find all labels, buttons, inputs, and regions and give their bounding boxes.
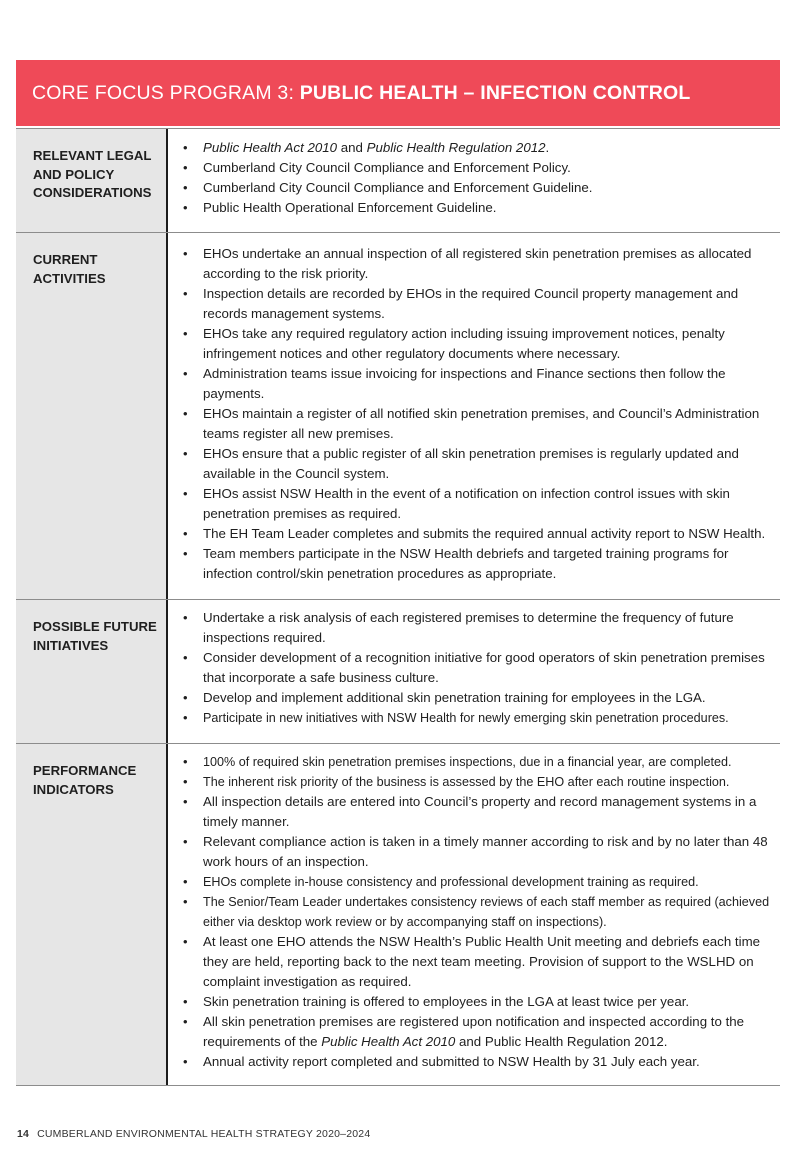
list-item: • All skin penetration premises are registered upon notification and inspected according to the requirements of the Public Health Act 2010 and Public Health Regulation 2012.: [178, 1012, 780, 1052]
current-activities-list: [178, 244, 780, 584]
performance-indicators-label: PERFORMANCE INDICATORS: [16, 744, 168, 1085]
list-item: • EHOs assist NSW Health in the event of a notification on infection control issues with skin penetration premises as required.: [178, 484, 780, 524]
list-item: • Annual activity report completed and submitted to NSW Health by 31 July each year.: [178, 1052, 780, 1072]
list-item: • Inspection details are recorded by EHOs in the required Council property management and records management systems.: [178, 284, 780, 324]
list-item: • Undertake a risk analysis of each registered premises to determine the frequency of future inspections required.: [178, 608, 780, 648]
list-item: • EHOs complete in-house consistency and professional development training as required.: [178, 872, 780, 892]
program-title-prefix: CORE FOCUS PROGRAM 3:: [32, 81, 300, 104]
future-initiatives-list: [178, 608, 780, 728]
list-item: • Team members participate in the NSW Health debriefs and targeted training programs for infection control/skin penetration procedures as appropriate.: [178, 544, 780, 584]
legal-considerations-row: [16, 128, 780, 233]
list-item: • EHOs maintain a register of all notified skin penetration premises, and Council’s Administration teams register all new premises.: [178, 404, 780, 444]
future-initiatives-label: POSSIBLE FUTURE INITIATIVES: [16, 600, 168, 743]
list-item: • The EH Team Leader completes and submits the required annual activity report to NSW Health.: [178, 524, 780, 544]
legal-considerations-list: [178, 138, 780, 218]
future-initiatives-content: [168, 600, 780, 743]
current-activities-row: [16, 233, 780, 600]
list-item: • EHOs undertake an annual inspection of all registered skin penetration premises as allocated according to the risk priority.: [178, 244, 780, 284]
list-item: • All inspection details are entered into Council’s property and record management systems in a timely manner.: [178, 792, 780, 832]
performance-indicators-content: [168, 744, 780, 1085]
list-item: • Administration teams issue invoicing for inspections and Finance sections then follow the payments.: [178, 364, 780, 404]
legal-considerations-content: [168, 129, 780, 232]
list-item: • At least one EHO attends the NSW Health’s Public Health Unit meeting and debriefs each time they are held, reporting back to the next team meeting. Provision of support to the WSLHD on complaint investigation as required.: [178, 932, 780, 992]
list-item: • Cumberland City Council Compliance and Enforcement Policy.: [178, 158, 780, 178]
current-activities-content: [168, 233, 780, 599]
list-item: • EHOs ensure that a public register of all skin penetration premises is regularly updated and available in the Council system.: [178, 444, 780, 484]
performance-indicators-list: [178, 752, 780, 1072]
list-item: • Public Health Act 2010 and Public Health Regulation 2012.: [178, 138, 780, 158]
list-item: • Participate in new initiatives with NSW Health for newly emerging skin penetration procedures.: [178, 708, 780, 728]
list-item: • Cumberland City Council Compliance and Enforcement Guideline.: [178, 178, 780, 198]
list-item: • Develop and implement additional skin penetration training for employees in the LGA.: [178, 688, 780, 708]
page-number: 14: [17, 1128, 30, 1140]
list-item: • EHOs take any required regulatory action including issuing improvement notices, penalty infringement notices and other regulatory documents where necessary.: [178, 324, 780, 364]
list-item: • Skin penetration training is offered to employees in the LGA at least twice per year.: [178, 992, 780, 1012]
list-item: • The Senior/Team Leader undertakes consistency reviews of each staff member as required (achieved either via desktop work review or by accompanying staff on inspections).: [178, 892, 780, 932]
legal-considerations-label: RELEVANT LEGAL AND POLICY CONSIDERATIONS: [16, 129, 168, 232]
program-table: [16, 128, 780, 1086]
list-item: • Public Health Operational Enforcement Guideline.: [178, 198, 780, 218]
list-item: • Consider development of a recognition initiative for good operators of skin penetration premises that incorporate a safe business culture.: [178, 648, 780, 688]
list-item: • The inherent risk priority of the business is assessed by the EHO after each routine inspection.: [178, 772, 780, 792]
current-activities-label: CURRENT ACTIVITIES: [16, 233, 168, 599]
program-title-banner: [16, 60, 780, 126]
list-item: • Relevant compliance action is taken in a timely manner according to risk and by no later than 48 work hours of an inspection.: [178, 832, 780, 872]
performance-indicators-row: [16, 744, 780, 1086]
page-footer: [17, 1128, 370, 1140]
future-initiatives-row: [16, 600, 780, 744]
document-title: CUMBERLAND ENVIRONMENTAL HEALTH STRATEGY 2020–2024: [37, 1128, 371, 1140]
program-title: PUBLIC HEALTH – INFECTION CONTROL: [299, 81, 691, 104]
list-item: • 100% of required skin penetration premises inspections, due in a financial year, are completed.: [178, 752, 780, 772]
